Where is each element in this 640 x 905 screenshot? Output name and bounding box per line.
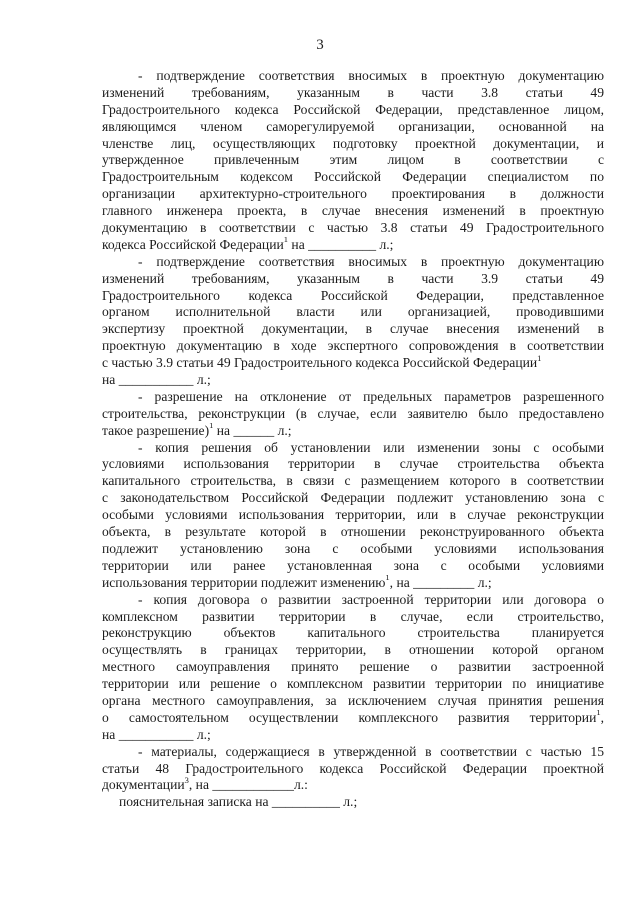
text-line [102,490,604,507]
text-line [102,693,604,710]
line-text: с законодательством Российской Федерации подлежит установлению зона с [102,490,604,506]
text-line [102,541,604,558]
line-text: осуществлять в границах территории, в отношении которой органом [102,642,604,658]
line-text: комплексном развитии территории в случае, если строительство, [102,608,604,624]
line-text-tail: , на _________ л.; [389,574,492,590]
line-text: строительства, реконструкции (в случае, если заявителю было предоставлено [102,405,604,421]
line-text: реконструкцию объектов капитального строительства планируется [102,625,604,641]
line-text: - копия договора о развитии застроенной территории или договора о [138,591,604,607]
text-line [102,524,604,541]
line-text: документации [102,777,185,793]
line-text: изменений требованиям, указанным в части 3.8 статьи 49 [102,84,604,100]
text-line [102,473,604,490]
line-text: - материалы, содержащиеся в утвержденной в соответствии с частью 15 [138,743,604,759]
line-text: - подтверждение соответствия вносимых в проектную документацию [138,253,604,269]
text-line [102,777,604,794]
text-line [102,355,604,372]
line-text: - разрешение на отклонение от предельных параметров разрешенного [138,388,604,404]
line-text: использования территории подлежит изменению [102,574,386,590]
line-text-tail: , [600,709,604,725]
line-text: изменений требованиям, указанным в части 3.9 статьи 49 [102,270,604,286]
line-text: организации архитектурно-строительного проектирования в должности [102,186,604,202]
line-text-tail: на __________ л.; [288,236,394,252]
line-text: проектную документацию в ходе экспертного сопровождения в соответствии [102,338,604,354]
line-text: утвержденное привлеченным этим лицом в соответствии с [102,152,604,168]
text-line [102,456,604,473]
line-text: членстве лиц, осуществляющих подготовку проектной документации, и [102,135,604,151]
text-line [102,625,604,642]
footnote-marker: 1 [209,422,214,431]
line-text: Градостроительного кодекса Российской Федерации, представленное [102,287,604,303]
line-text: являющимся членом саморегулируемой организации, основанной на [102,118,604,134]
text-line [102,237,604,254]
line-text-tail: на ______ л.; [213,422,292,438]
line-text: условиями использования территории в случае строительства объекта [102,456,604,472]
line-text: пояснительная записка на __________ л.; [119,794,358,810]
text-line [102,676,604,693]
text-line [102,642,604,659]
line-text: капитального строительства, в связи с размещением которого в соответствии [102,473,604,489]
text-line [102,794,604,811]
line-text: объекта, в результате которой в отношении реконструированного объекта [102,524,604,540]
line-text: местного самоуправления принято решение о развитии застроенной [102,659,604,675]
text-line [102,136,604,153]
text-line [102,710,604,727]
page-number: 3 [316,37,324,53]
text-line [102,304,604,321]
text-line [102,169,604,186]
footnote-marker: 1 [596,709,601,718]
line-text: особыми условиями использования территории, или в случае реконструкции [102,507,604,523]
text-line [102,744,604,761]
line-text: на ___________ л.; [102,372,211,388]
text-line [102,254,604,271]
text-line [102,761,604,778]
line-text: Градостроительным кодексом Российской Федерации специалистом по [102,169,604,185]
text-line [102,592,604,609]
text-line [102,271,604,288]
line-text: экспертизу проектной документации, в случае внесения изменений в [102,321,604,337]
line-text: главного инженера проекта, в случае внесения изменений в проектную [102,203,604,219]
line-text: - подтверждение соответствия вносимых в проектную документацию [138,68,604,83]
line-text: - копия решения об установлении или изменении зоны с особыми [138,439,604,455]
footnote-marker: 3 [184,777,189,785]
text-line [102,575,604,592]
line-text-tail: , на ____________л.: [188,777,308,793]
text-line [102,152,604,169]
text-line [102,186,604,203]
line-text: статьи 48 Градостроительного кодекса Российской Федерации проектной [102,760,604,776]
line-text: документацию в соответствии с частью 3.8 статьи 49 Градостроительного [102,220,604,236]
line-text: органом исполнительной власти или организацией, проводившими [102,304,604,320]
line-text: такое разрешение) [102,422,210,438]
text-line [102,423,604,440]
text-line [102,338,604,355]
line-text: о самостоятельном осуществлении комплексного развития территории [102,709,597,725]
text-line [102,558,604,575]
text-line [102,440,604,457]
text-line [102,406,604,423]
text-line [102,203,604,220]
line-text: органа местного самоуправления, за исключением случая принятия решения [102,692,604,708]
text-line [102,389,604,406]
footnote-marker: 1 [385,574,390,583]
line-text: с частью 3.9 статьи 49 Градостроительного кодекса Российской Федерации [102,355,538,371]
text-line [102,288,604,305]
line-text: Градостроительного кодекса Российской Федерации, представленное лицом, [102,101,604,117]
text-line [102,372,604,389]
line-text: подлежит установлению зона с особыми условиями использования [102,540,604,556]
text-line [102,85,604,102]
document-body [102,68,604,811]
text-line [102,727,604,744]
text-line [102,507,604,524]
footnote-marker: 1 [537,355,542,363]
line-text: территории или решение о комплексном развитии территории по инициативе [102,676,604,692]
text-line [102,102,604,119]
line-text: территории или ранее установленная зона с особыми условиями [102,557,604,573]
footnote-marker: 1 [283,236,289,245]
text-line [102,119,604,136]
line-text: кодекса Российской Федерации [102,236,284,252]
text-line [102,68,604,85]
text-line [102,220,604,237]
text-line [102,321,604,338]
text-line [102,659,604,676]
text-line [102,609,604,626]
line-text: на ___________ л.; [102,726,211,742]
